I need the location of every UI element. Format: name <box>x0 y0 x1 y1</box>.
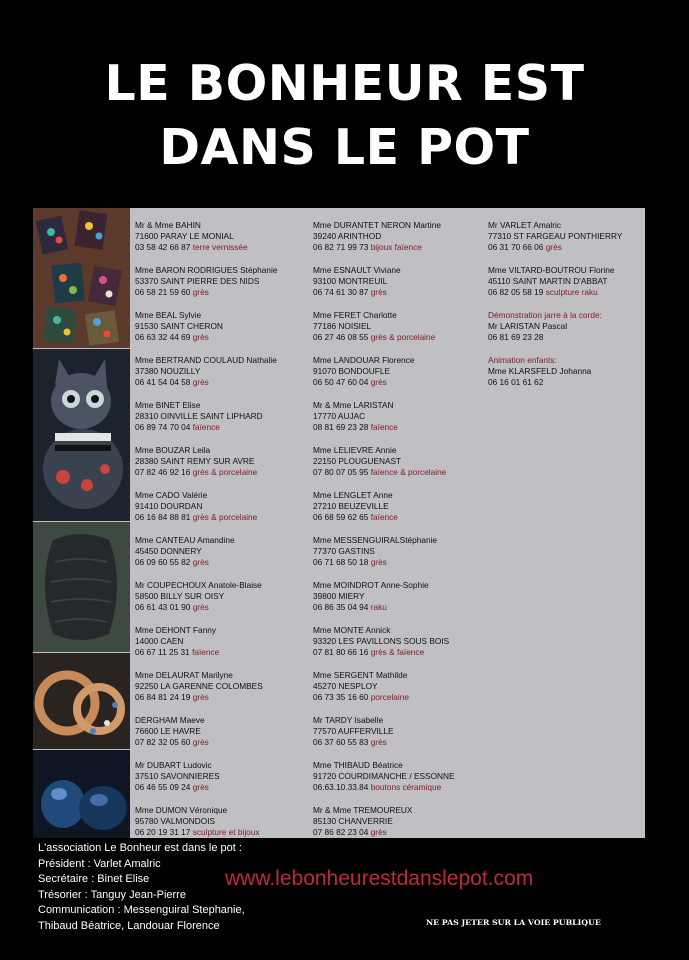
treasurer-line: Trésorier : Tanguy Jean-Pierre <box>38 888 186 901</box>
exhibitor-column-1 <box>135 220 310 850</box>
exhibitor-phone: 07 82 46 92 16 <box>135 467 191 477</box>
exhibitor-phone: 07 82 32 05 60 <box>135 737 191 747</box>
exhibitor-entry <box>135 265 310 310</box>
exhibitor-entry <box>135 400 310 445</box>
demonstration-entry <box>488 310 645 355</box>
exhibitor-entry <box>313 400 485 445</box>
exhibitor-entry <box>313 445 485 490</box>
communication-line-2: Thibaud Béatrice, Landouar Florence <box>38 919 220 932</box>
exhibitor-material: grès <box>370 557 387 567</box>
exhibitor-material: sculpture raku <box>545 287 598 297</box>
exhibitor-city: 28380 SAINT REMY SUR AVRE <box>135 456 255 466</box>
exhibitor-material: faïence <box>192 422 220 432</box>
exhibitor-material: grès & faïence <box>370 647 425 657</box>
exhibitor-phone: 06 89 74 70 04 <box>135 422 191 432</box>
exhibitor-city: 45450 DONNERY <box>135 546 202 556</box>
exhibitor-material: grès & porcelaine <box>192 512 258 522</box>
exhibitor-name: Mr LARISTAN Pascal <box>488 321 568 331</box>
exhibitor-material: raku <box>370 602 387 612</box>
exhibitor-name: Mme BOUZAR Leila <box>135 445 211 455</box>
exhibitor-entry <box>135 220 310 265</box>
exhibitor-name: Mr & Mme TREMOUREUX <box>313 805 413 815</box>
exhibitor-entry <box>135 670 310 715</box>
exhibitor-phone: 06 41 54 04 58 <box>135 377 191 387</box>
exhibitor-name: Mme THIBAUD Béatrice <box>313 760 403 770</box>
exhibitor-phone: 06 74 61 30 87 <box>313 287 369 297</box>
exhibitor-phone: 06 09 60 55 82 <box>135 557 191 567</box>
exhibitor-name: Mr COUPECHOUX Anatole-Blaise <box>135 580 262 590</box>
exhibitor-phone: 08 81 69 23 28 <box>313 422 369 432</box>
exhibitor-name: DERGHAM Maeve <box>135 715 205 725</box>
exhibitor-entry <box>135 580 310 625</box>
exhibitor-city: 58500 BILLY SUR OISY <box>135 591 225 601</box>
exhibitor-name: Mme BINET Elise <box>135 400 201 410</box>
exhibitor-name: Mme MESSENGUIRALStéphanie <box>313 535 438 545</box>
exhibitor-material: grès <box>192 287 209 297</box>
exhibitor-city: 37510 SAVONNIERES <box>135 771 220 781</box>
exhibitor-material: grès <box>370 287 387 297</box>
exhibitor-entry <box>135 355 310 400</box>
exhibitor-city: 91530 SAINT CHERON <box>135 321 223 331</box>
exhibitor-material: grès & porcelaine <box>370 332 436 342</box>
exhibitor-name: Mr & Mme BAHIN <box>135 220 201 230</box>
exhibitor-name: Mme BERTRAND COULAUD Nathalie <box>135 355 277 365</box>
exhibitor-name: Mme VILTARD-BOUTROU Florine <box>488 265 615 275</box>
exhibitor-name: Mr DUBART Ludovic <box>135 760 212 770</box>
exhibitor-entry <box>313 220 485 265</box>
exhibitor-city: 71600 PARAY LE MONIAL <box>135 231 234 241</box>
exhibitor-name: Mr & Mme LARISTAN <box>313 400 394 410</box>
exhibitor-material: faïence <box>370 512 398 522</box>
exhibitor-material: bijoux faïence <box>370 242 422 252</box>
exhibitor-entry <box>135 625 310 670</box>
exhibitor-city: 17770 AUJAC <box>313 411 366 421</box>
exhibitor-entry <box>313 535 485 580</box>
exhibitor-phone: 06 50 47 60 04 <box>313 377 369 387</box>
exhibitor-entry <box>313 805 485 850</box>
exhibitor-name: Mme FERET Charlotte <box>313 310 397 320</box>
exhibitor-entry <box>313 490 485 535</box>
exhibitor-name: Mme DEHONT Fanny <box>135 625 216 635</box>
association-line: L'association Le Bonheur est dans le pot : <box>38 842 242 854</box>
exhibitor-city: 53370 SAINT PIERRE DES NIDS <box>135 276 260 286</box>
exhibitor-city: 45270 NESPLOY <box>313 681 378 691</box>
exhibitor-entry <box>313 670 485 715</box>
exhibitor-name: Mme KLARSFELD Johanna <box>488 366 592 376</box>
exhibitor-city: 91410 DOURDAN <box>135 501 203 511</box>
exhibitor-phone: 06 58 21 59 60 <box>135 287 191 297</box>
exhibitor-name: Mr VARLET Amalric <box>488 220 561 230</box>
exhibitor-city: 95780 VALMONDOIS <box>135 816 216 826</box>
exhibitor-city: 45110 SAINT MARTIN D'ABBAT <box>488 276 608 286</box>
exhibitor-city: 93100 MONTREUIL <box>313 276 388 286</box>
exhibitor-entry <box>488 220 645 265</box>
exhibitor-entry <box>135 715 310 760</box>
exhibitor-column-3 <box>488 220 645 400</box>
exhibitor-phone: 06 81 69 23 28 <box>488 332 544 342</box>
exhibitor-phone: 06 84 81 24 19 <box>135 692 191 702</box>
exhibitor-phone: 06 73 35 16 60 <box>313 692 369 702</box>
photo-textured-vase <box>33 522 130 652</box>
photo-ceramic-rings <box>33 653 130 749</box>
exhibitor-phone: 06 27 46 08 55 <box>313 332 369 342</box>
animation-heading: Animation enfants: <box>488 355 557 365</box>
exhibitor-column-2 <box>313 220 485 850</box>
exhibitor-phone: 06 20 19 31 17 <box>135 827 191 837</box>
exhibitor-name: Mme CADO Valérie <box>135 490 208 500</box>
exhibitor-phone: 07 86 82 23 04 <box>313 827 369 837</box>
exhibitor-phone: 06 61 43 01 90 <box>135 602 191 612</box>
exhibitor-city: 76600 LE HAVRE <box>135 726 201 736</box>
exhibitor-city: 27210 BEUZEVILLE <box>313 501 389 511</box>
exhibitor-name: Mme BEAL Sylvie <box>135 310 202 320</box>
exhibitor-entry <box>313 265 485 310</box>
exhibitor-city: 77186 NOISIEL <box>313 321 372 331</box>
exhibitor-city: 77370 GASTINS <box>313 546 375 556</box>
exhibitor-city: 14000 CAEN <box>135 636 184 646</box>
exhibitor-phone: 06 46 55 09 24 <box>135 782 191 792</box>
exhibitor-name: Mme DELAURAT Marilyne <box>135 670 233 680</box>
exhibitor-entry <box>135 760 310 805</box>
photo-ceramic-cat <box>33 349 130 521</box>
exhibitor-name: Mme BARON RODRIGUES Stéphanie <box>135 265 278 275</box>
exhibitor-entry <box>313 355 485 400</box>
exhibitor-name: Mme MONTE Annick <box>313 625 391 635</box>
exhibitor-material: grès <box>192 602 209 612</box>
exhibitor-city: 91070 BONDOUFLE <box>313 366 391 376</box>
exhibitor-name: Mme DUMON Véronique <box>135 805 228 815</box>
communication-line: Communication : Messenguiral Stephanie, <box>38 904 245 916</box>
exhibitor-name: Mme LENGLET Anne <box>313 490 393 500</box>
exhibitor-phone: 06 82 05 58 19 <box>488 287 544 297</box>
exhibitor-entry <box>313 580 485 625</box>
exhibitor-name: Mme LANDOUAR Florence <box>313 355 415 365</box>
secretary-line: Secrétaire : Binet Elise <box>38 873 150 885</box>
animation-entry <box>488 355 645 400</box>
exhibitor-city: 77570 AUFFERVILLE <box>313 726 394 736</box>
exhibitor-phone: 06 68 59 62 65 <box>313 512 369 522</box>
exhibitor-material: sculpture et bijoux <box>192 827 260 837</box>
exhibitor-entry <box>313 625 485 670</box>
exhibitor-city: 37380 NOUZILLY <box>135 366 201 376</box>
exhibitor-entry <box>135 310 310 355</box>
exhibitor-material: grès <box>545 242 562 252</box>
exhibitor-phone: 06 37 60 55 83 <box>313 737 369 747</box>
president-line: Président : Varlet Amalric <box>38 857 161 870</box>
exhibitor-phone: 06 16 84 88 81 <box>135 512 191 522</box>
exhibitor-name: Mme LELIEVRE Annie <box>313 445 397 455</box>
exhibitor-phone: 03 58 42 66 87 <box>135 242 191 252</box>
exhibitor-material: terre vernissée <box>192 242 248 252</box>
exhibitor-material: grès <box>370 827 387 837</box>
exhibitor-phone: 06 67 11 25 31 <box>135 647 190 657</box>
exhibitor-city: 22150 PLOUGUENAST <box>313 456 402 466</box>
exhibitor-material: grès <box>192 782 209 792</box>
exhibitor-entry <box>488 265 645 310</box>
exhibitor-material: grès <box>192 557 209 567</box>
exhibitor-name: Mme DURANTET NERON Martine <box>313 220 442 230</box>
poster-title-line-1: LE BONHEUR EST <box>104 55 585 112</box>
exhibitor-entry <box>313 310 485 355</box>
association-info <box>38 841 245 934</box>
exhibitor-entry <box>135 445 310 490</box>
exhibitor-city: 39240 ARINTHOD <box>313 231 382 241</box>
exhibitor-material: grès & porcelaine <box>192 467 258 477</box>
exhibitor-city: 91720 COURDIMANCHE / ESSONNE <box>313 771 455 781</box>
exhibitor-name: Mme CANTEAU Amandine <box>135 535 235 545</box>
exhibitor-city: 93320 LES PAVILLONS SOUS BOIS <box>313 636 450 646</box>
exhibitor-phone: 06 86 35 04 94 <box>313 602 369 612</box>
exhibitor-material: porcelaine <box>370 692 409 702</box>
exhibitor-phone: 07 80 07 05 95 <box>313 467 369 477</box>
exhibitor-material: grès <box>192 692 209 702</box>
exhibitor-material: faïence <box>370 422 398 432</box>
exhibitor-entry <box>313 760 485 805</box>
exhibitor-phone: 06.63.10.33.84 <box>313 782 369 792</box>
do-not-litter-notice: NE PAS JETER SUR LA VOIE PUBLIQUE <box>426 918 601 927</box>
exhibitor-material: boutons céramique <box>370 782 442 792</box>
exhibitor-material: grès <box>192 377 209 387</box>
exhibitor-city: 77310 ST FARGEAU PONTHIERRY <box>488 231 623 241</box>
poster-title-line-2: DANS LE POT <box>159 119 530 176</box>
exhibitor-city: 92250 LA GARENNE COLOMBES <box>135 681 263 691</box>
exhibitor-name: Mr TARDY Isabelle <box>313 715 384 725</box>
exhibitor-material: grès <box>192 332 209 342</box>
exhibitor-phone: 06 16 01 61 62 <box>488 377 544 387</box>
exhibitor-entry <box>135 490 310 535</box>
exhibitor-entry <box>313 715 485 760</box>
exhibitor-material: grès <box>370 737 387 747</box>
demonstration-heading: Démonstration jarre à la corde: <box>488 310 602 320</box>
exhibitor-phone: 06 82 71 99 73 <box>313 242 369 252</box>
exhibitor-material: faïence & porcelaine <box>370 467 447 477</box>
exhibitor-material: faïence <box>192 647 220 657</box>
exhibitor-material: grès <box>192 737 209 747</box>
exhibitor-city: 85130 CHANVERRIE <box>313 816 393 826</box>
exhibitor-city: 39800 MIERY <box>313 591 365 601</box>
exhibitor-material: grès <box>370 377 387 387</box>
exhibitor-phone: 06 71 68 50 18 <box>313 557 369 567</box>
photo-ceramic-buttons <box>33 208 130 348</box>
exhibitor-city: 28310 OINVILLE SAINT LIPHARD <box>135 411 263 421</box>
exhibitor-entry <box>135 535 310 580</box>
exhibitor-name: Mme ESNAULT Viviane <box>313 265 401 275</box>
exhibitor-phone: 07 81 80 66 16 <box>313 647 369 657</box>
exhibitor-phone: 06 31 70 66 06 <box>488 242 544 252</box>
photo-blue-pots <box>33 750 130 838</box>
website-link[interactable]: www.lebonheurestdanslepot.com <box>225 867 534 890</box>
exhibitor-name: Mme SERGENT Mathilde <box>313 670 408 680</box>
exhibitor-phone: 06 63 32 44 69 <box>135 332 191 342</box>
exhibitor-name: Mme MOINDROT Anne-Sophie <box>313 580 429 590</box>
